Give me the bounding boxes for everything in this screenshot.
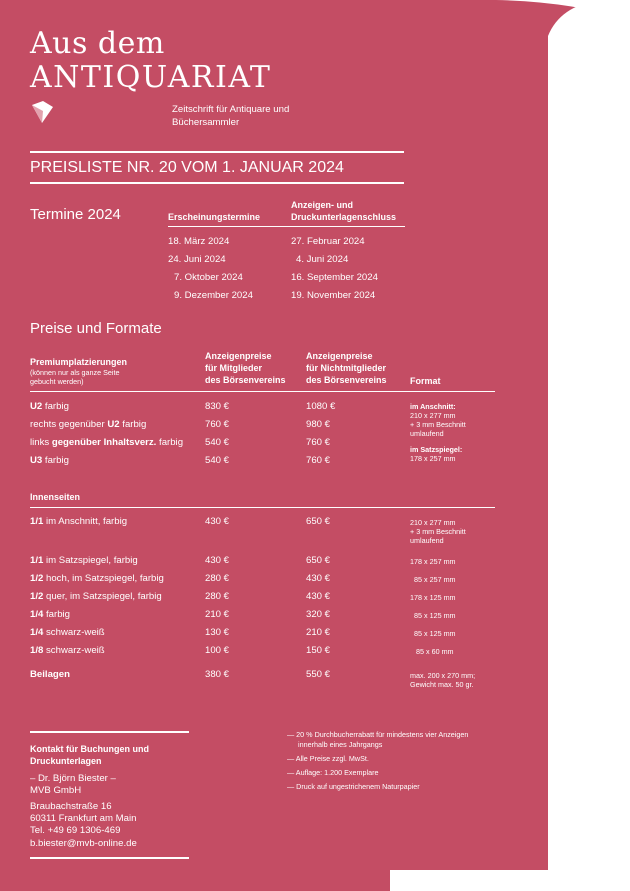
innen-row-members-price: 210 €: [205, 609, 230, 620]
pricelist-title: PREISLISTE NR. 20 VOM 1. JANUAR 2024: [30, 159, 344, 176]
format-satz-line: 178 x 257 mm: [410, 454, 456, 463]
innen-row-format: 210 x 277 mm: [410, 518, 456, 527]
innen-row-members-price: 430 €: [205, 516, 230, 527]
innen-row-nonmembers-price: 150 €: [306, 645, 331, 656]
masthead-subtitle-2: Büchersammler: [172, 117, 240, 128]
divider: [30, 857, 189, 859]
innen-row-label: 1/1 im Anschnitt, farbig: [30, 516, 128, 527]
masthead-subtitle-1: Zeitschrift für Antiquare und: [172, 104, 290, 115]
innen-row-members-price: 280 €: [205, 573, 230, 584]
contact-title-1: Kontakt für Buchungen und: [30, 744, 149, 754]
note-item: — Alle Preise zzgl. MwSt.: [287, 754, 369, 763]
premium-row-label: links gegenüber Inhaltsverz. farbig: [30, 437, 184, 448]
contact-phone: Tel. +49 69 1306-469: [30, 825, 121, 836]
termine-pub-date: 18. März 2024: [168, 236, 230, 247]
masthead-line2: ANTIQUARIAT: [30, 60, 272, 95]
divider: [30, 182, 404, 184]
innen-row-nonmembers-price: 430 €: [306, 591, 331, 602]
masthead-line1: Aus dem: [30, 26, 165, 61]
premium-row-nonmembers-price: 1080 €: [306, 401, 336, 412]
nonmembers-header-2: für Nichtmitglieder: [306, 363, 387, 373]
format-satz-label: im Satzspiegel:: [410, 445, 463, 454]
format-anschnitt-line: umlaufend: [410, 429, 444, 438]
premium-row-members-price: 760 €: [205, 419, 230, 430]
innen-row-format: 85 x 257 mm: [414, 575, 456, 584]
termine-deadline: 16. September 2024: [291, 272, 378, 283]
innen-row-label: 1/8 schwarz-weiß: [30, 645, 105, 656]
innen-row-label: 1/4 farbig: [30, 609, 71, 620]
innen-row-format: umlaufend: [410, 536, 444, 545]
contact-email[interactable]: b.biester@mvb-online.de: [30, 838, 137, 849]
note-item-continuation: innerhalb eines Jahrgangs: [298, 740, 383, 749]
termine-deadline: 19. November 2024: [291, 290, 376, 301]
premium-row-nonmembers-price: 760 €: [306, 455, 331, 466]
format-header: Format: [410, 376, 441, 386]
premium-row-label: U3 farbig: [30, 455, 69, 466]
innen-row-nonmembers-price: 550 €: [306, 669, 331, 680]
innen-row-label: 1/2 quer, im Satzspiegel, farbig: [30, 591, 162, 602]
premium-row-nonmembers-price: 980 €: [306, 419, 331, 430]
premium-row-members-price: 830 €: [205, 401, 230, 412]
book-logo-icon: [30, 101, 54, 123]
contact-title-2: Druckunterlagen: [30, 756, 102, 766]
termine-title: Termine 2024: [30, 206, 121, 223]
note-item: — 20 % Durchbucherrabatt für mindestens vier Anzeigen: [287, 730, 469, 739]
innen-row-members-price: 100 €: [205, 645, 230, 656]
premium-note-2: gebucht werden): [30, 377, 84, 386]
divider: [30, 731, 189, 733]
innen-row-format: + 3 mm Beschnitt: [410, 527, 466, 536]
premium-note-1: (können nur als ganze Seite: [30, 368, 120, 377]
preise-title: Preise und Formate: [30, 320, 162, 337]
innen-row-format: 85 x 125 mm: [414, 629, 456, 638]
divider: [30, 151, 404, 153]
premium-row-label: rechts gegenüber U2 farbig: [30, 419, 147, 430]
innen-row-format: 178 x 125 mm: [410, 593, 456, 602]
nonmembers-header-1: Anzeigenpreise: [306, 351, 373, 361]
divider: [30, 391, 495, 392]
format-anschnitt-label: im Anschnitt:: [410, 402, 456, 411]
premium-row-label: U2 farbig: [30, 401, 69, 412]
contact-city: 60311 Frankfurt am Main: [30, 813, 137, 824]
innen-row-format: 85 x 60 mm: [416, 647, 454, 656]
innen-row-label: 1/4 schwarz-weiß: [30, 627, 105, 638]
innen-row-format: 178 x 257 mm: [410, 557, 456, 566]
innen-row-format: 85 x 125 mm: [414, 611, 456, 620]
innen-row-members-price: 280 €: [205, 591, 230, 602]
innen-row-nonmembers-price: 320 €: [306, 609, 331, 620]
innen-row-members-price: 380 €: [205, 669, 230, 680]
innen-row-format: Gewicht max. 50 gr.: [410, 680, 474, 689]
termine-deadline: 4. Juni 2024: [296, 254, 349, 265]
innen-row-nonmembers-price: 430 €: [306, 573, 331, 584]
divider: [168, 226, 405, 227]
nonmembers-header-3: des Börsenvereins: [306, 375, 387, 385]
note-item: — Druck auf ungestrichenem Naturpapier: [287, 782, 420, 791]
innen-row-label: Beilagen: [30, 669, 70, 680]
innen-row-members-price: 430 €: [205, 555, 230, 566]
innen-row-format: max. 200 x 270 mm;: [410, 671, 476, 680]
termine-col2-header-1: Anzeigen- und: [291, 200, 353, 210]
format-anschnitt-line: 210 x 277 mm: [410, 411, 456, 420]
termine-deadline: 27. Februar 2024: [291, 236, 365, 247]
innen-row-members-price: 130 €: [205, 627, 230, 638]
members-header-1: Anzeigenpreise: [205, 351, 272, 361]
termine-pub-date: 7. Oktober 2024: [174, 272, 243, 283]
divider: [30, 507, 495, 508]
format-anschnitt-line: + 3 mm Beschnitt: [410, 420, 466, 429]
members-header-2: für Mitglieder: [205, 363, 263, 373]
innen-row-label: 1/2 hoch, im Satzspiegel, farbig: [30, 573, 164, 584]
contact-person: – Dr. Björn Biester –: [30, 773, 116, 784]
note-item: — Auflage: 1.200 Exemplare: [287, 768, 379, 777]
termine-pub-date: 9. Dezember 2024: [174, 290, 253, 301]
premium-row-members-price: 540 €: [205, 437, 230, 448]
contact-street: Braubachstraße 16: [30, 801, 112, 812]
contact-company: MVB GmbH: [30, 785, 82, 796]
termine-pub-date: 24. Juni 2024: [168, 254, 226, 265]
premium-row-nonmembers-price: 760 €: [306, 437, 331, 448]
members-header-3: des Börsenvereins: [205, 375, 286, 385]
innenseiten-title: Innenseiten: [30, 492, 81, 502]
innen-row-nonmembers-price: 210 €: [306, 627, 331, 638]
premium-header: Premiumplatzierungen: [30, 357, 128, 367]
innen-row-nonmembers-price: 650 €: [306, 555, 331, 566]
innen-row-label: 1/1 im Satzspiegel, farbig: [30, 555, 138, 566]
termine-col1-header: Erscheinungstermine: [168, 212, 261, 222]
premium-row-members-price: 540 €: [205, 455, 230, 466]
termine-col2-header-2: Druckunterlagenschluss: [291, 212, 397, 222]
innen-row-nonmembers-price: 650 €: [306, 516, 331, 527]
